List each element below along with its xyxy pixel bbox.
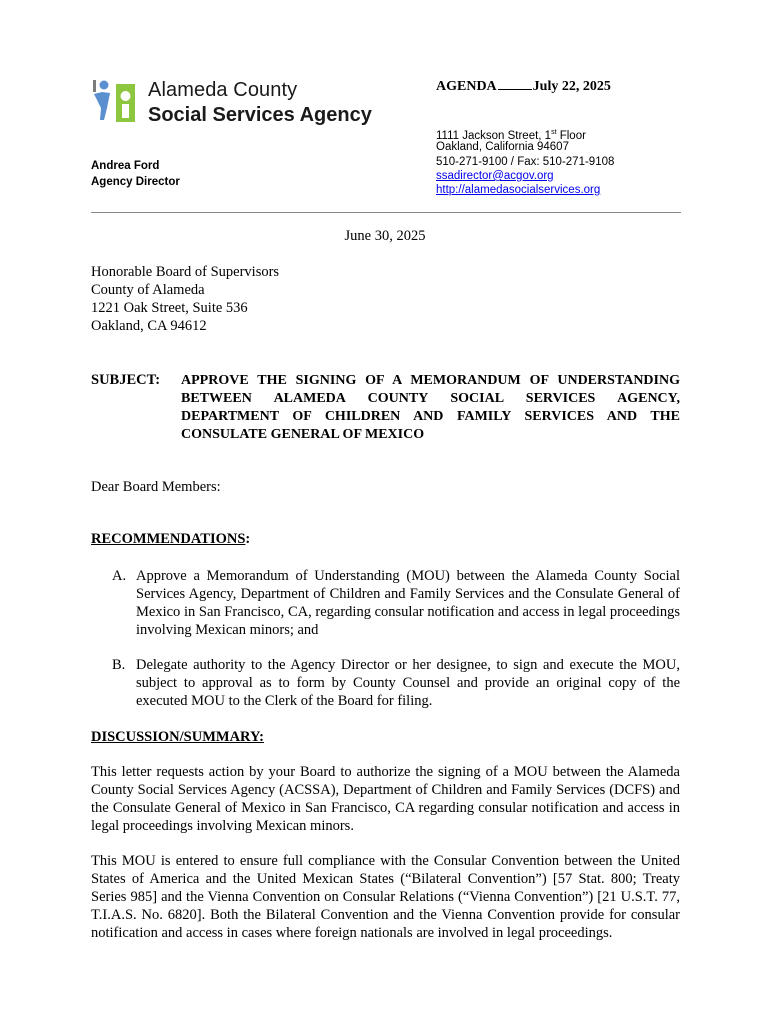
salutation: Dear Board Members: xyxy=(91,479,221,495)
agenda-date: July 22, 2025 xyxy=(532,79,611,94)
email-link[interactable]: ssadirector@acgov.org xyxy=(436,170,554,182)
address-street-superscript: st xyxy=(551,129,557,136)
address-street-floor: Floor xyxy=(556,129,586,142)
recipient-line: Honorable Board of Supervisors xyxy=(91,264,280,280)
agenda-number-blank xyxy=(498,75,532,90)
recommendation-letter: A. xyxy=(112,568,127,584)
recommendation-letter: B. xyxy=(112,657,126,673)
recommendations-heading-text: RECOMMENDATIONS xyxy=(91,531,246,547)
discussion-paragraph: This MOU is entered to ensure full compliance with the Consular Convention between the United States of America and the United Mexican States (“Bilateral Convention”) [57 Stat. 800; Treaty Series 985] and the Vienna Convention on Consular Relations (“Vienna Convention”) [21 U.S.T. 77, T.I.A.S. No. 6820]. Both the Bilateral Convention and the Vienna Convention provide for consular notification and access in cases where foreign nationals are involved in legal proceedings. xyxy=(91,853,680,941)
recommendation-item xyxy=(112,567,680,639)
logo-blue-figure-head xyxy=(100,81,109,90)
agenda-line xyxy=(436,75,611,95)
logo-green-circle xyxy=(121,91,131,101)
director-name: Andrea Ford xyxy=(91,160,160,172)
recipient-line: Oakland, CA 94612 xyxy=(91,318,207,334)
recipient-line: County of Alameda xyxy=(91,282,205,298)
org-name-line1: Alameda County xyxy=(148,79,298,101)
recipient-address xyxy=(91,263,279,335)
agenda-label: AGENDA xyxy=(436,79,497,94)
email-link-line xyxy=(436,169,554,184)
header-divider xyxy=(91,212,681,213)
website-link-line xyxy=(436,183,600,198)
recipient-line: 1221 Oak Street, Suite 536 xyxy=(91,300,248,316)
discussion-heading: DISCUSSION/SUMMARY: xyxy=(91,729,264,745)
letter-date: June 30, 2025 xyxy=(344,228,426,244)
recommendation-text: Approve a Memorandum of Understanding (MOU) between the Alameda County Social Services Agency, Department of Children and Family Services and the Consulate General of Mexico in San Francisco, CA, regarding consular notification and access in legal proceedings involving Mexican minors; and xyxy=(136,568,680,638)
phone-fax: 510-271-9100 / Fax: 510-271-9108 xyxy=(436,156,615,168)
logo-white-slot xyxy=(122,104,129,118)
subject-label: SUBJECT: xyxy=(91,372,161,388)
address-city: Oakland, California 94607 xyxy=(436,141,569,153)
subject-text: APPROVE THE SIGNING OF A MEMORANDUM OF UNDERSTANDING BETWEEN ALAMEDA COUNTY SOCIAL SERVICES AGENCY, DEPARTMENT OF CHILDREN AND FAMILY SERVICES AND THE CONSULATE GENERAL OF MEXICO xyxy=(181,373,680,442)
address-street-text: 1111 Jackson Street, 1 xyxy=(436,129,552,142)
discussion-paragraph: This letter requests action by your Board to authorize the signing of a MOU between the Alameda County Social Services Agency (ACSSA), Department of Children and Family Services (DCFS) and the Consulate General of Mexico in San Francisco, CA regarding consular notification and access in legal proceedings involving Mexican minors. xyxy=(91,764,680,834)
logo-gray-bar xyxy=(93,80,96,92)
recommendations-heading-colon: : xyxy=(245,531,251,547)
agency-logo xyxy=(91,80,137,124)
recommendation-text: Delegate authority to the Agency Director or her designee, to sign and execute the MOU, subject to approval as to form by County Counsel and provide an original copy of the executed MOU to the Clerk of the Board for filing. xyxy=(136,657,680,709)
director-title: Agency Director xyxy=(91,176,180,188)
recommendations-heading xyxy=(91,531,250,548)
org-name-line2: Social Services Agency xyxy=(148,104,372,126)
website-link[interactable]: http://alamedasocialservices.org xyxy=(436,184,601,196)
logo-blue-figure xyxy=(94,92,110,120)
recommendation-item xyxy=(112,656,680,710)
